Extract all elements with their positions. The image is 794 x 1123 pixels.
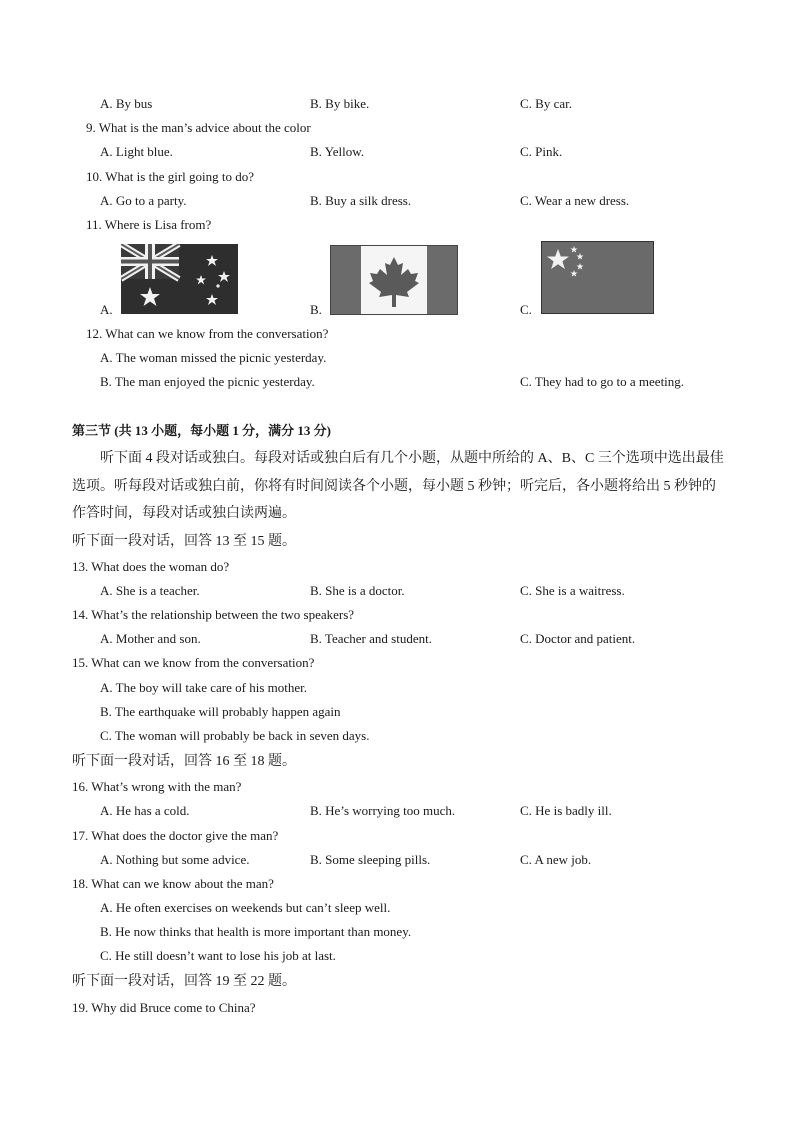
q17-option-b: B. Some sleeping pills.: [310, 852, 431, 867]
q14-option-b: B. Teacher and student.: [310, 631, 432, 646]
q16-option-c: C. He is badly ill.: [520, 803, 612, 818]
section3-instructions-line1: 听下面 4 段对话或独白。每段对话或独白后有几个小题，从题中所给的 A、B、C 三个选项中选出最佳: [100, 451, 724, 466]
q12-option-b: B. The man enjoyed the picnic yesterday.: [100, 374, 315, 389]
q9-question: 9. What is the man’s advice about the color: [86, 120, 311, 135]
section3-instructions-line2: 选项。听每段对话或独白前，你将有时间阅读各个小题，每小题 5 秒钟；听完后，各小题将给出 5 秒钟的: [72, 479, 716, 494]
q11-label-b: B.: [310, 302, 322, 317]
q16-question: 16. What’s wrong with the man?: [72, 779, 242, 794]
q17-option-c: C. A new job.: [520, 852, 592, 867]
q11-question: 11. Where is Lisa from?: [86, 217, 212, 232]
q13-option-a: A. She is a teacher.: [100, 583, 200, 598]
dialog2-heading: 听下面一段对话，回答 16 至 18 题。: [72, 754, 296, 769]
q12-option-c: C. They had to go to a meeting.: [520, 374, 685, 389]
q13-option-c: C. She is a waitress.: [520, 583, 625, 598]
q17-question: 17. What does the doctor give the man?: [72, 828, 279, 843]
q16-option-b: B. He’s worrying too much.: [310, 803, 456, 818]
q18-question: 18. What can we know about the man?: [72, 876, 274, 891]
q18-option-c: C. He still doesn’t want to lose his job at last.: [100, 948, 336, 963]
canada-flag-icon: [330, 245, 458, 315]
q14-option-c: C. Doctor and patient.: [520, 631, 636, 646]
australia-flag-icon: [121, 244, 238, 314]
q12-question: 12. What can we know from the conversation?: [86, 326, 329, 341]
china-flag-icon: [541, 241, 654, 314]
q10-option-a: A. Go to a party.: [100, 193, 187, 208]
q15-option-c: C. The woman will probably be back in seven days.: [100, 728, 370, 743]
q10-option-c: C. Wear a new dress.: [520, 193, 630, 208]
q14-question: 14. What’s the relationship between the two speakers?: [72, 607, 355, 622]
q10-question: 10. What is the girl going to do?: [86, 169, 255, 184]
q9-option-c: C. Pink.: [520, 144, 563, 159]
q19-question: 19. Why did Bruce come to China?: [72, 1000, 256, 1015]
q11-label-c: C.: [520, 302, 532, 317]
q9-option-a: A. Light blue.: [100, 144, 173, 159]
dialog1-heading: 听下面一段对话，回答 13 至 15 题。: [72, 534, 296, 549]
q18-option-b: B. He now thinks that health is more important than money.: [100, 924, 412, 939]
q17-option-a: A. Nothing but some advice.: [100, 852, 250, 867]
dialog3-heading: 听下面一段对话，回答 19 至 22 题。: [72, 974, 296, 989]
q18-option-a: A. He often exercises on weekends but can’t sleep well.: [100, 900, 391, 915]
section3-title: 第三节 (共 13 小题，每小题 1 分，满分 13 分): [72, 423, 331, 438]
q11-label-a: A.: [100, 302, 113, 317]
q15-question: 15. What can we know from the conversation?: [72, 655, 315, 670]
q9-option-b: B. Yellow.: [310, 144, 365, 159]
section3-instructions-line3: 作答时间，每段对话或独白读两遍。: [72, 506, 296, 521]
q15-option-b: B. The earthquake will probably happen again: [100, 704, 341, 719]
q8-option-b: B. By bike.: [310, 96, 370, 111]
q15-option-a: A. The boy will take care of his mother.: [100, 680, 307, 695]
q16-option-a: A. He has a cold.: [100, 803, 190, 818]
q12-option-a: A. The woman missed the picnic yesterday.: [100, 350, 327, 365]
q8-option-a: A. By bus: [100, 96, 153, 111]
q13-option-b: B. She is a doctor.: [310, 583, 405, 598]
q13-question: 13. What does the woman do?: [72, 559, 230, 574]
q14-option-a: A. Mother and son.: [100, 631, 201, 646]
q8-option-c: C. By car.: [520, 96, 572, 111]
q10-option-b: B. Buy a silk dress.: [310, 193, 412, 208]
